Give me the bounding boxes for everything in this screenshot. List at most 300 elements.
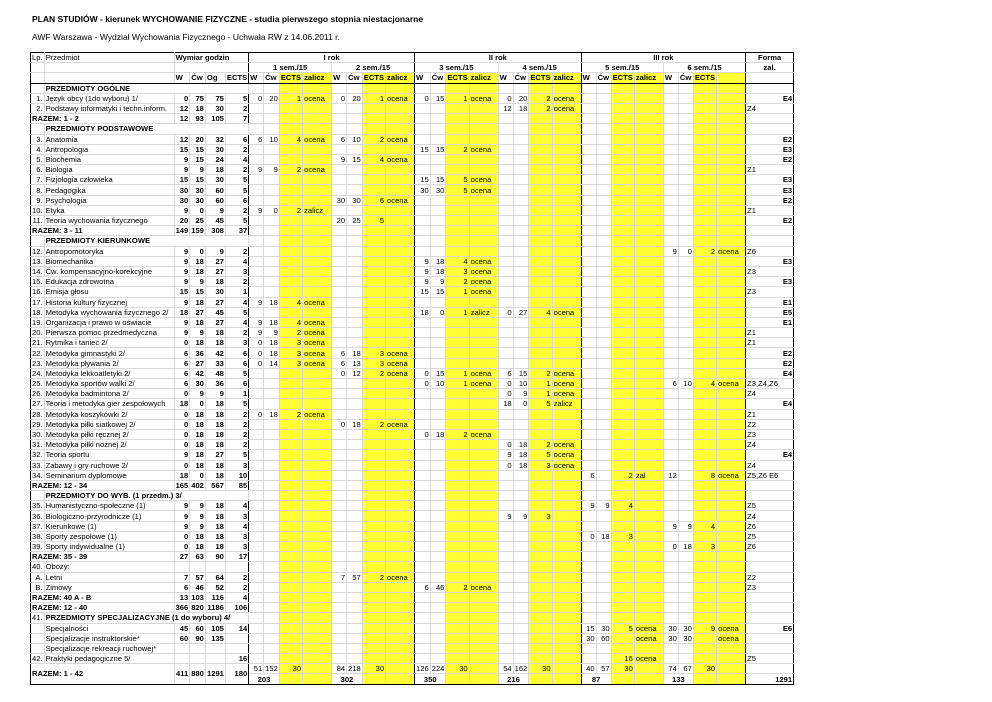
- sem-form: [634, 256, 663, 266]
- sem-form: [469, 103, 498, 113]
- cell: [249, 226, 264, 236]
- sem-cw: [430, 338, 446, 348]
- sem-form: [717, 317, 746, 327]
- section-row: [31, 124, 794, 134]
- sem-ects: 2: [529, 368, 552, 378]
- row-forma: E4: [746, 93, 794, 103]
- cell: [596, 226, 611, 236]
- sem-cw: [347, 317, 363, 327]
- sem-ects: 3: [362, 348, 385, 358]
- sem-ects: [693, 317, 716, 327]
- cell: [513, 491, 529, 501]
- row-forma: Z1: [746, 205, 794, 215]
- cell: [264, 83, 280, 93]
- table-row: [31, 328, 794, 338]
- row-og: 18: [205, 460, 225, 470]
- row-ects: 3: [225, 542, 248, 552]
- sem-w: [332, 643, 347, 653]
- sem-ects: 3: [279, 338, 302, 348]
- cell: [717, 226, 746, 236]
- sem-cw: [347, 531, 363, 541]
- sem-form: [303, 379, 332, 389]
- sem-form: [634, 175, 663, 185]
- table-row: [31, 256, 794, 266]
- sem-form: [717, 389, 746, 399]
- sem-w: [498, 429, 513, 439]
- cell: [634, 236, 663, 246]
- cell: [498, 592, 513, 602]
- row-ects: 2: [225, 103, 248, 113]
- sem-form: [634, 205, 663, 215]
- sem-w: [332, 511, 347, 521]
- sem-w: [415, 419, 431, 429]
- sem-ects: 3: [529, 460, 552, 470]
- cell: [746, 480, 794, 490]
- cell: [362, 236, 385, 246]
- sem-ects: [693, 348, 716, 358]
- sem-ects: [446, 409, 469, 419]
- header-semester-5: 5 sem./15: [581, 63, 663, 73]
- cell: [529, 114, 552, 124]
- cell: [663, 83, 678, 93]
- cell: [634, 613, 663, 623]
- sem-w: 6: [498, 368, 513, 378]
- sem-cw: 18: [430, 256, 446, 266]
- sem-w: [663, 277, 678, 287]
- sem-cw: [678, 389, 693, 399]
- sem-cw: 57: [347, 572, 363, 582]
- sem-cw: [347, 175, 363, 185]
- sem-ects: [611, 185, 634, 195]
- row-ects: 5: [225, 175, 248, 185]
- table-row: [31, 562, 794, 572]
- sem-cw: [347, 185, 363, 195]
- sum-og: 308: [205, 226, 225, 236]
- cell: [611, 83, 634, 93]
- sem-cw: [596, 256, 611, 266]
- total-sem-w: 40: [581, 664, 596, 674]
- cell: [693, 83, 716, 93]
- sem-ects: 2: [362, 419, 385, 429]
- sem-w: [249, 501, 264, 511]
- sem-cw: 25: [347, 216, 363, 226]
- sem-w: [498, 317, 513, 327]
- sem-w: [498, 338, 513, 348]
- cell: [634, 124, 663, 134]
- sem-form: [469, 348, 498, 358]
- sem-cw: [513, 419, 529, 429]
- table-row: [31, 572, 794, 582]
- sem-w: 0: [581, 531, 596, 541]
- sum-label: RAZEM: 12 - 34: [31, 480, 175, 490]
- row-lp: 6.: [31, 165, 45, 175]
- cell: [678, 114, 693, 124]
- row-cw: [190, 654, 206, 664]
- sem-form: [717, 165, 746, 175]
- sem-ects: [693, 419, 716, 429]
- row-lp: [31, 633, 45, 643]
- cell: [634, 114, 663, 124]
- sem-ects: [362, 317, 385, 327]
- sem-form: zal: [634, 470, 663, 480]
- row-lp: 24.: [32, 368, 43, 378]
- row-og: 45: [205, 307, 225, 317]
- sem-w: [498, 277, 513, 287]
- row-w: [174, 654, 190, 664]
- row-subject: Biomechanika: [44, 256, 174, 266]
- row-lp: 35.: [32, 501, 43, 511]
- sem-ects: [611, 317, 634, 327]
- cell: [303, 480, 332, 490]
- table-row: [31, 165, 794, 175]
- sum-cw: 820: [191, 603, 204, 613]
- sem-ects: [279, 450, 302, 460]
- sem-form: ocena: [303, 297, 332, 307]
- cell: [264, 552, 280, 562]
- sem-form: [634, 429, 663, 439]
- sem-form: [469, 317, 498, 327]
- sem-w: [581, 195, 596, 205]
- cell: [469, 603, 498, 613]
- sem-w: [498, 582, 513, 592]
- sem-form: [717, 429, 746, 439]
- sum-w: 13: [174, 592, 190, 602]
- row-w: 0: [174, 338, 190, 348]
- cell: [249, 236, 264, 246]
- sem-ects: [693, 185, 716, 195]
- sem-ects: [362, 501, 385, 511]
- row-subject: Letni: [44, 572, 174, 582]
- sem-form: [552, 277, 581, 287]
- row-subject: Metodyka piłki siatkowej 2/: [44, 419, 174, 429]
- sem-ects: [693, 205, 716, 215]
- row-w: 60: [174, 633, 190, 643]
- sem-cw: [264, 144, 280, 154]
- row-lp: 13.: [32, 256, 43, 266]
- row-forma: E2: [746, 134, 794, 144]
- sem-cw: [430, 572, 446, 582]
- cell: [529, 124, 552, 134]
- row-w: 15: [174, 175, 190, 185]
- sem-ects: [446, 399, 469, 409]
- row-ects: 16: [225, 654, 248, 664]
- sem-form: [386, 246, 415, 256]
- cell: [529, 83, 552, 93]
- sem-w: [663, 154, 678, 164]
- sem-form: [386, 216, 415, 226]
- sem-w: 15: [415, 287, 431, 297]
- sem-cw: [513, 297, 529, 307]
- row-og: 18: [205, 531, 225, 541]
- table-row: [31, 175, 794, 185]
- sem-ects: [529, 358, 552, 368]
- sem-w: [249, 185, 264, 195]
- sem-w: [581, 103, 596, 113]
- header-ects: ECTS: [363, 73, 385, 83]
- sem-w: [415, 348, 431, 358]
- sem-ects: [611, 521, 634, 531]
- sem-ects: [279, 572, 302, 582]
- sem-cw: 60: [596, 633, 611, 643]
- sem-ects: [279, 643, 302, 653]
- cell: [303, 114, 332, 124]
- row-og: 105: [205, 623, 225, 633]
- cell: [611, 124, 634, 134]
- sem-form: [552, 287, 581, 297]
- row-forma: Z1: [746, 409, 794, 419]
- sem-cw: [513, 358, 529, 368]
- row-og: 18: [205, 542, 225, 552]
- sem-cw: [678, 165, 693, 175]
- cell: [249, 592, 264, 602]
- sem-form: [552, 338, 581, 348]
- sem-cw: [596, 419, 611, 429]
- sem-ects: [279, 185, 302, 195]
- row-w: 9: [174, 501, 190, 511]
- row-cw: 18: [190, 429, 206, 439]
- row-w: 9: [174, 328, 190, 338]
- row-og: 27: [205, 450, 225, 460]
- cell: [746, 552, 794, 562]
- row-subject: Ćw. kompensacyjno-korekcyjne: [44, 266, 174, 276]
- row-forma: Z3: [746, 582, 794, 592]
- sem-ects: [693, 460, 716, 470]
- header-w: W: [415, 73, 431, 83]
- sem-ects: [529, 185, 552, 195]
- sem-w: [663, 93, 678, 103]
- cell: [693, 592, 716, 602]
- sem-form: [552, 195, 581, 205]
- row-ects: 5: [225, 185, 248, 195]
- row-og: 9: [205, 246, 225, 256]
- row-cw: 9: [190, 165, 206, 175]
- cell: [717, 552, 746, 562]
- sem-cw: [678, 216, 693, 226]
- sem-w: [581, 409, 596, 419]
- sem-form: ocena: [469, 379, 498, 389]
- row-w: 12: [174, 103, 190, 113]
- sem-form: [303, 654, 332, 664]
- sem-cw: [678, 175, 693, 185]
- row-cw: 0: [190, 399, 206, 409]
- row-lp: 29.: [32, 419, 43, 429]
- sem-cw: 18: [513, 450, 529, 460]
- sem-w: 0: [498, 379, 513, 389]
- sem-w: [415, 195, 431, 205]
- cell: [596, 603, 611, 613]
- sem-w: [498, 287, 513, 297]
- sem-cw: [430, 470, 446, 480]
- sem-w: 15: [581, 623, 596, 633]
- sem-cw: [430, 450, 446, 460]
- row-subject: Biochemia: [44, 154, 174, 164]
- cell: [347, 124, 363, 134]
- sem-form: [469, 572, 498, 582]
- total-sem-ects: 30: [362, 664, 385, 674]
- row-w: 9: [174, 317, 190, 327]
- sem-w: [663, 450, 678, 460]
- sem-ects: [362, 266, 385, 276]
- sem-w: [249, 470, 264, 480]
- sem-cw: [596, 643, 611, 653]
- sem-form: [717, 328, 746, 338]
- cell: [264, 480, 280, 490]
- sem-ects: [279, 287, 302, 297]
- cell: [446, 613, 469, 623]
- sem-form: ocena: [469, 185, 498, 195]
- sem-w: [332, 297, 347, 307]
- sem-cw: [513, 287, 529, 297]
- row-subject: Fizjologia człowieka: [44, 175, 174, 185]
- row-cw: [190, 643, 206, 653]
- row-cw: 9: [190, 389, 206, 399]
- sem-w: [581, 460, 596, 470]
- cell: [552, 603, 581, 613]
- sem-w: [498, 144, 513, 154]
- sem-form: [469, 328, 498, 338]
- sem-cw: [513, 572, 529, 582]
- sem-cw: 20: [513, 93, 529, 103]
- row-w: 9: [174, 165, 190, 175]
- total-sem-w: 54: [498, 664, 513, 674]
- sem-ects: [446, 134, 469, 144]
- sem-cw: [430, 317, 446, 327]
- row-og: 27: [205, 266, 225, 276]
- sem-w: [249, 450, 264, 460]
- row-forma: Z1: [746, 328, 794, 338]
- cell: [249, 491, 264, 501]
- sum-cw: 103: [191, 593, 204, 603]
- sem-w: [581, 338, 596, 348]
- cell: [469, 552, 498, 562]
- sem-ects: [611, 511, 634, 521]
- cell: [498, 552, 513, 562]
- sem-ects: [693, 440, 716, 450]
- sem-cw: [347, 562, 363, 572]
- sem-form: [469, 389, 498, 399]
- sem-w: [332, 440, 347, 450]
- sum-label: RAZEM: 40 A - B: [31, 592, 175, 602]
- sem-w: [332, 460, 347, 470]
- sum-og: 567: [205, 480, 225, 490]
- sem-form: [386, 307, 415, 317]
- sem-form: [303, 643, 332, 653]
- total-sem-w: 51: [249, 664, 264, 674]
- header-cw: Ćw: [678, 73, 693, 83]
- sem-ects: 5: [446, 175, 469, 185]
- sem-w: 30: [581, 633, 596, 643]
- table-row: [31, 470, 794, 480]
- sem-form: [303, 511, 332, 521]
- sem-cw: [430, 440, 446, 450]
- sem-ects: [611, 175, 634, 185]
- sem-form: [303, 368, 332, 378]
- sem-cw: [678, 358, 693, 368]
- sem-cw: [347, 379, 363, 389]
- sem-form: [634, 399, 663, 409]
- sem-cw: [347, 165, 363, 175]
- sem-ects: [362, 175, 385, 185]
- sem-ects: [446, 154, 469, 164]
- sem-form: ocena: [386, 348, 415, 358]
- sem-form: ocena: [469, 277, 498, 287]
- sem-w: [415, 389, 431, 399]
- total-sem-hours: 302: [332, 674, 363, 684]
- sem-cw: [596, 287, 611, 297]
- row-forma: Z6: [746, 246, 794, 256]
- cell: [678, 552, 693, 562]
- section-row: [31, 236, 794, 246]
- row-ects: 4: [225, 256, 248, 266]
- sem-w: [249, 582, 264, 592]
- cell: [303, 226, 332, 236]
- cell: [386, 480, 415, 490]
- sem-ects: [362, 562, 385, 572]
- sem-cw: 18: [678, 542, 693, 552]
- sem-cw: [596, 542, 611, 552]
- cell: [746, 124, 794, 134]
- sem-cw: 18: [347, 419, 363, 429]
- sem-ects: [279, 307, 302, 317]
- row-subject: Specjalizacje instruktorskie*: [44, 633, 174, 643]
- sem-w: [249, 521, 264, 531]
- table-row: [31, 358, 794, 368]
- row-lp: 32.: [32, 450, 43, 460]
- sem-ects: 1: [279, 93, 302, 103]
- sem-ects: 5: [529, 399, 552, 409]
- row-lp: 9.: [31, 195, 45, 205]
- cell: [581, 114, 596, 124]
- sem-form: [717, 511, 746, 521]
- sem-cw: 0: [513, 399, 529, 409]
- sem-cw: [264, 643, 280, 653]
- row-ects: 4: [225, 317, 248, 327]
- section-title: PRZEDMIOTY DO WYB. (1 przedm.) 3/: [44, 491, 249, 501]
- section-row: [31, 613, 794, 623]
- sem-cw: [513, 195, 529, 205]
- sem-w: [498, 633, 513, 643]
- sem-w: [581, 165, 596, 175]
- header-rok-3: III rok: [581, 53, 746, 63]
- sem-cw: [596, 379, 611, 389]
- sem-ects: 5: [362, 216, 385, 226]
- sem-cw: [347, 409, 363, 419]
- header-rok-2: II rok: [415, 53, 582, 63]
- sem-form: [303, 154, 332, 164]
- sem-ects: [362, 531, 385, 541]
- sem-cw: [430, 399, 446, 409]
- cell: [362, 552, 385, 562]
- cell: [347, 603, 363, 613]
- cell: [469, 491, 498, 501]
- sem-w: [498, 348, 513, 358]
- sem-form: [386, 287, 415, 297]
- sem-form: ocena: [303, 338, 332, 348]
- header-wymiar: Wymiar godzin: [174, 53, 249, 63]
- cell: [303, 83, 332, 93]
- cell: [634, 674, 663, 684]
- row-forma: Z1: [746, 338, 794, 348]
- sem-form: [717, 103, 746, 113]
- row-subject: Edukacja zdrowotna: [44, 277, 174, 287]
- sem-cw: [513, 562, 529, 572]
- sem-form: ocena: [469, 368, 498, 378]
- sem-ects: [362, 654, 385, 664]
- sem-cw: [264, 277, 280, 287]
- row-subject: Pedagogika: [44, 185, 174, 195]
- sem-form: [717, 297, 746, 307]
- sem-w: [498, 246, 513, 256]
